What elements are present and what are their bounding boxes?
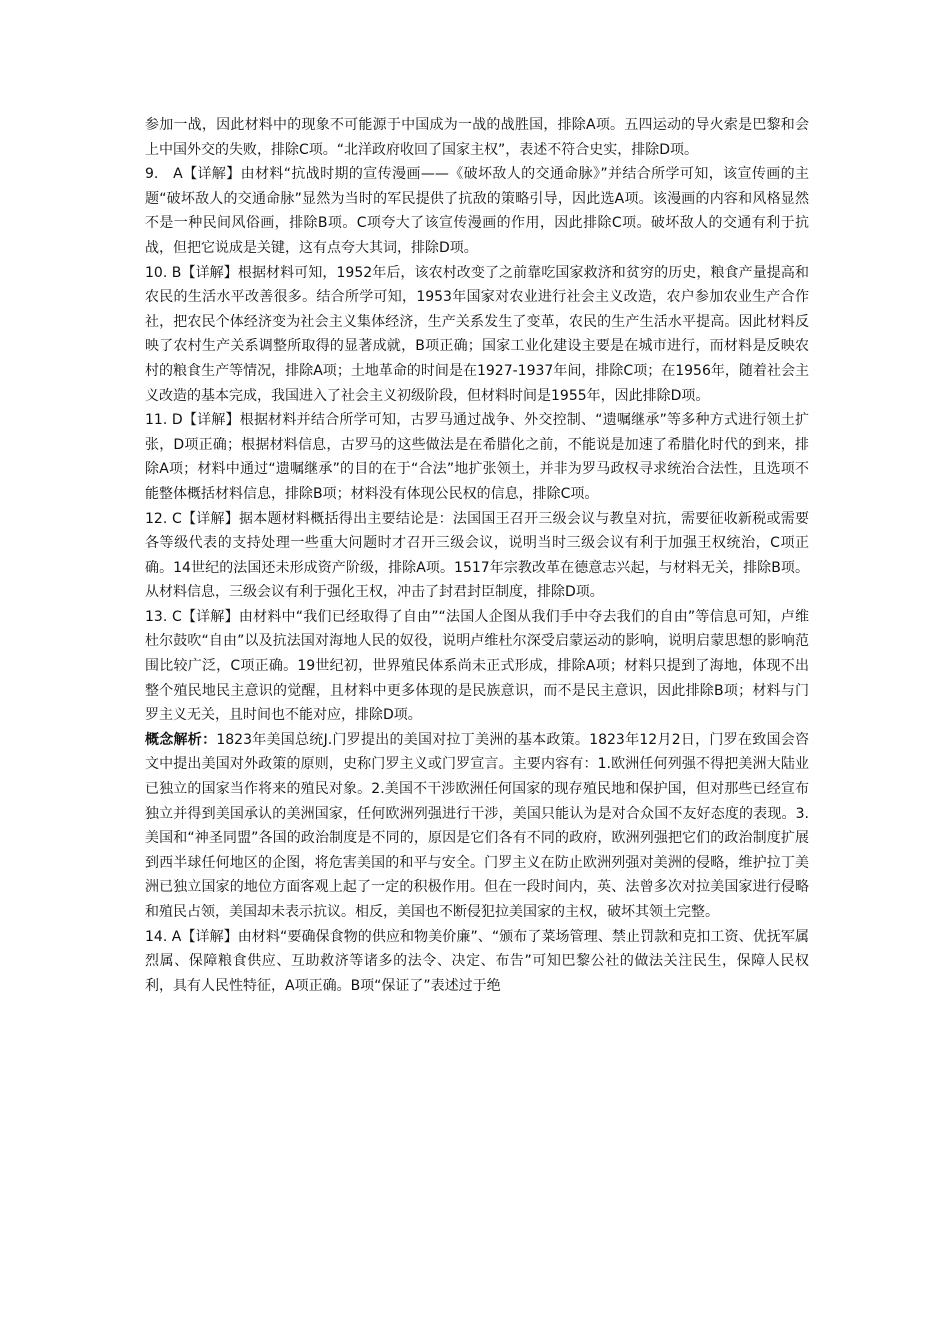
paragraph-text: 13. C【详解】由材料中“我们已经取得了自由”“法国人企图从我们手中夺去我们的自由”等信息可知，卢维杜尔鼓吹“自由”以及抗法国对海地人民的奴役，说明卢维杜尔深受启蒙运动的影响，说明启蒙思想的影响范围比较广泛，C项正确。19世纪初，世界殖民体系尚未正式形成，排除A项；材料只提到了海地，体现不出整个殖民地民主意识的觉醒，且材料中更多体现的是民族意识，而不是民主意识，因此排除B项；材料与门罗主义无关，且时间也不能对应，排除D项。 [145, 608, 809, 724]
paragraph-text: 11. D【详解】根据材料并结合所学可知，古罗马通过战争、外交控制、“遗嘱继承”等多种方式进行领土扩张，D项正确；根据材料信息，古罗马的这些做法是在希腊化之前，不能说是加速了希腊化时代的到来，排除A项；材料中通过“遗嘱继承”的目的在于“合法”地扩张领土，并非为罗马政权寻求统治合法性，且选项不能整体概括材料信息，排除B项；材料没有体现公民权的信息，排除C项。 [145, 412, 809, 502]
paragraph-q12 [145, 507, 809, 605]
paragraph-text: 9. A【详解】由材料“抗战时期的宣传漫画——《破坏敌人的交通命脉》”并结合所学可知，该宣传画的主题“破坏敌人的交通命脉”显然为当时的军民提供了抗敌的策略引导，因此选A项。该漫画的内容和风格显然不是一种民间风俗画，排除B项。C项夸大了该宣传漫画的作用，因此排除C项。破坏敌人的交通有利于抗战，但把它说成是关键，这有点夸大其词，排除D项。 [145, 166, 809, 256]
document-page [145, 113, 809, 998]
paragraph-text: 12. C【详解】据本题材料概括得出主要结论是：法国国王召开三级会议与教皇对抗，需要征收新税或需要各等级代表的支持处理一些重大问题时才召开三级会议，说明当时三级会议有利于加强王权统治，C项正确。14世纪的法国还未形成资产阶级，排除A项。1517年宗教改革在德意志兴起，与材料无关，排除B项。从材料信息，三级会议有利于强化王权，冲击了封君封臣制度，排除D项。 [145, 510, 809, 601]
paragraph-q13 [145, 605, 809, 728]
paragraph-text: 1823年美国总统J.门罗提出的美国对拉丁美洲的基本政策。1823年12月2日，门罗在致国会咨文中提出美国对外政策的原则，史称门罗主义或门罗宣言。主要内容有：1.欧洲任何列强不得把美洲大陆业已独立的国家当作将来的殖民对象。2.美国不干涉欧洲任何国家的现存殖民地和保护国，但对那些已经宣布独立并得到美国承认的美洲国家，任何欧洲列强进行干涉，美国只能认为是对合众国不友好态度的表现。3.美国和“神圣同盟”各国的政治制度是不同的，原因是它们各有不同的政府，欧洲列强把它们的政治制度扩展到西半球任何地区的企图，将危害美国的和平与安全。门罗主义在防止欧洲列强对美洲的侵略，维护拉丁美洲已独立国家的地位方面客观上起了一定的积极作用。但在一段时间内，英、法曾多次对拉美国家进行侵略和殖民占领，美国却未表示抗议。相反，美国也不断侵犯拉美国家的主权，破坏其领土完整。 [145, 731, 810, 920]
paragraph-concept-explanation [145, 728, 809, 925]
paragraph-q8-continuation [145, 113, 809, 162]
paragraph-text: 14. A【详解】由材料“要确保食物的供应和物美价廉”、“颁布了菜场管理、禁止罚款和克扣工资、优抚军属烈属、保障粮食供应、互助救济等诸多的法令、决定、布告”可知巴黎公社的做法关注民生，保障人民权利，具有人民性特征，A项正确。B项“保证了”表述过于绝 [145, 928, 809, 994]
paragraph-q11 [145, 408, 809, 506]
paragraph-q14 [145, 925, 809, 999]
paragraph-text: 10. B【详解】根据材料可知，1952年后，该农村改变了之前靠吃国家救济和贫穷的历史，粮食产量提高和农民的生活水平改善很多。结合所学可知，1953年国家对农业进行社会主义改造，农户参加农业生产合作社，把农民个体经济变为社会主义集体经济，生产关系发生了变革，农民的生产生活水平提高。因此材料反映了农村生产关系调整所取得的显著成就，B项正确；国家工业化建设主要是在城市进行，而材料是反映农村的粮食生产等情况，排除A项；土地革命的时间是在1927-1937年间，排除C项；在1956年，随着社会主义改造的基本完成，我国进入了社会主义初级阶段，但材料时间是1955年，因此排除D项。 [145, 264, 809, 404]
paragraph-q10 [145, 261, 809, 409]
paragraph-text: 参加一战，因此材料中的现象不可能源于中国成为一战的战胜国，排除A项。五四运动的导火索是巴黎和会上中国外交的失败，排除C项。“北洋政府收回了国家主权”，表述不符合史实，排除D项。 [145, 117, 809, 158]
concept-label: 概念解析： [145, 731, 217, 748]
paragraph-q9 [145, 162, 809, 260]
